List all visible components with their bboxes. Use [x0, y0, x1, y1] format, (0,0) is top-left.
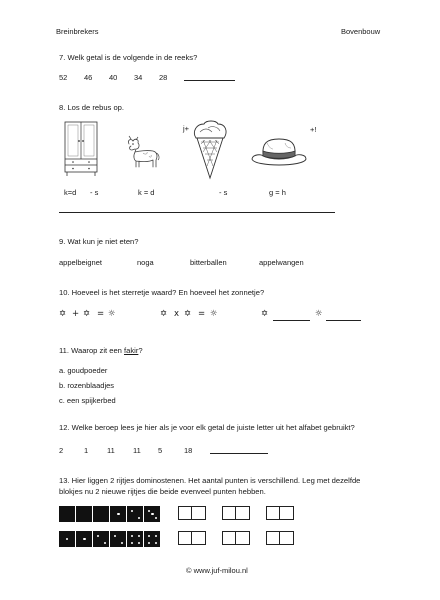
empty-domino-half[interactable] — [236, 506, 250, 520]
question-10: 10. Hoeveel is het sterretje waard? En hoeveel het zonnetje? — [59, 288, 265, 297]
domino-half — [144, 506, 160, 522]
q7-number: 52 — [59, 73, 68, 82]
empty-domino-tile[interactable] — [178, 506, 206, 520]
q12-answer-line[interactable] — [210, 453, 268, 454]
header-right: Bovenbouw — [341, 27, 381, 36]
q12-number: 11 — [107, 446, 115, 455]
empty-domino-half[interactable] — [280, 531, 294, 545]
footer-copyright: © www.juf-milou.nl — [186, 566, 248, 575]
domino-half — [93, 531, 109, 547]
header-left: Breinbrekers — [56, 27, 99, 36]
q11-question-word: fakir — [124, 346, 139, 355]
empty-domino-half[interactable] — [280, 506, 294, 520]
star-icon: ✡ — [184, 309, 192, 319]
domino-half — [76, 506, 92, 522]
question-13-line-2: blokjes nu 2 nieuwe rijtjes die beide evenveel punten hebben. — [59, 487, 266, 496]
empty-domino-tile[interactable] — [222, 531, 250, 545]
star-icon: ✡ — [160, 309, 168, 319]
sun-icon: ☼ — [210, 309, 218, 319]
q8-label: k = d — [138, 188, 155, 197]
domino-half — [144, 531, 160, 547]
domino-half — [110, 531, 126, 547]
q11-option[interactable]: c. een spijkerbed — [59, 396, 116, 405]
domino-tile — [59, 506, 92, 522]
empty-domino-half[interactable] — [192, 531, 206, 545]
q8-label: - s — [219, 188, 228, 197]
empty-domino-half[interactable] — [236, 531, 250, 545]
q12-number: 2 — [59, 446, 64, 455]
domino-half — [127, 531, 143, 547]
empty-domino-half[interactable] — [178, 531, 192, 545]
q7-number: 34 — [134, 73, 143, 82]
equals-sign: = — [198, 309, 206, 319]
q11-option[interactable]: a. goudpoeder — [59, 366, 108, 375]
q8-answer-line[interactable] — [59, 212, 335, 213]
q11-question-prefix: 11. Waarop zit een — [59, 346, 125, 355]
star-icon: ✡ — [59, 309, 67, 319]
q11-option[interactable]: b. rozenblaadjes — [59, 381, 115, 390]
empty-domino-half[interactable] — [222, 506, 236, 520]
q7-answer-line[interactable] — [184, 80, 235, 81]
domino-half — [76, 531, 92, 547]
empty-domino-tile[interactable] — [178, 531, 206, 545]
empty-domino-tile[interactable] — [266, 531, 294, 545]
domino-tile — [127, 506, 160, 522]
question-12: 12. Welke beroep lees je hier als je voor elk getal de juiste letter uit het alfabet gebruikt? — [59, 423, 355, 432]
domino-tile — [127, 531, 160, 547]
q8-label: g = h — [269, 188, 286, 197]
equals-sign: = — [97, 309, 105, 319]
question-11 — [59, 346, 143, 355]
domino-half — [93, 506, 109, 522]
star-icon: ✡ — [83, 309, 91, 319]
empty-domino-tile[interactable] — [266, 506, 294, 520]
domino-tile — [93, 531, 126, 547]
q9-option[interactable]: bitterballen — [190, 258, 227, 267]
plus-sign: + — [72, 309, 80, 319]
domino-tile — [59, 531, 92, 547]
q9-option[interactable]: noga — [137, 258, 154, 267]
q10-star-answer-line[interactable] — [273, 320, 310, 321]
wardrobe-image — [64, 121, 98, 177]
sun-icon: ☼ — [108, 309, 116, 319]
empty-domino-half[interactable] — [266, 531, 280, 545]
empty-domino-tile[interactable] — [222, 506, 250, 520]
q7-number: 40 — [109, 73, 118, 82]
q8-annotation: j+ — [183, 124, 190, 133]
question-7: 7. Welk getal is de volgende in de reeks? — [59, 53, 198, 62]
cow-image — [123, 136, 163, 170]
q7-number: 46 — [84, 73, 93, 82]
question-13-line-1: 13. Hier liggen 2 rijtjes dominostenen. Het aantal punten is verschillend. Leg met dezelfde — [59, 476, 361, 485]
question-9: 9. Wat kun je niet eten? — [59, 237, 139, 246]
empty-domino-half[interactable] — [266, 506, 280, 520]
hat-image — [249, 135, 309, 171]
q12-number: 18 — [184, 446, 193, 455]
domino-half — [110, 506, 126, 522]
q7-number: 28 — [159, 73, 168, 82]
sun-icon: ☼ — [315, 309, 323, 319]
q11-question-suffix: ? — [138, 346, 143, 355]
q9-option[interactable]: appelwangen — [259, 258, 304, 267]
q8-label: k=d — [64, 188, 77, 197]
q8-annotation: +! — [310, 125, 317, 134]
question-8: 8. Los de rebus op. — [59, 103, 125, 112]
empty-domino-half[interactable] — [178, 506, 192, 520]
empty-domino-half[interactable] — [192, 506, 206, 520]
q8-label: - s — [90, 188, 99, 197]
q9-option[interactable]: appelbeignet — [59, 258, 102, 267]
times-sign: x — [174, 309, 180, 319]
ice-cream-image — [192, 120, 228, 180]
q12-number: 1 — [84, 446, 89, 455]
q12-number: 11 — [133, 446, 141, 455]
q12-number: 5 — [158, 446, 163, 455]
empty-domino-half[interactable] — [222, 531, 236, 545]
q10-sun-answer-line[interactable] — [326, 320, 361, 321]
domino-half — [59, 531, 75, 547]
domino-half — [59, 506, 75, 522]
domino-half — [127, 506, 143, 522]
star-icon: ✡ — [261, 309, 269, 319]
domino-tile — [93, 506, 126, 522]
